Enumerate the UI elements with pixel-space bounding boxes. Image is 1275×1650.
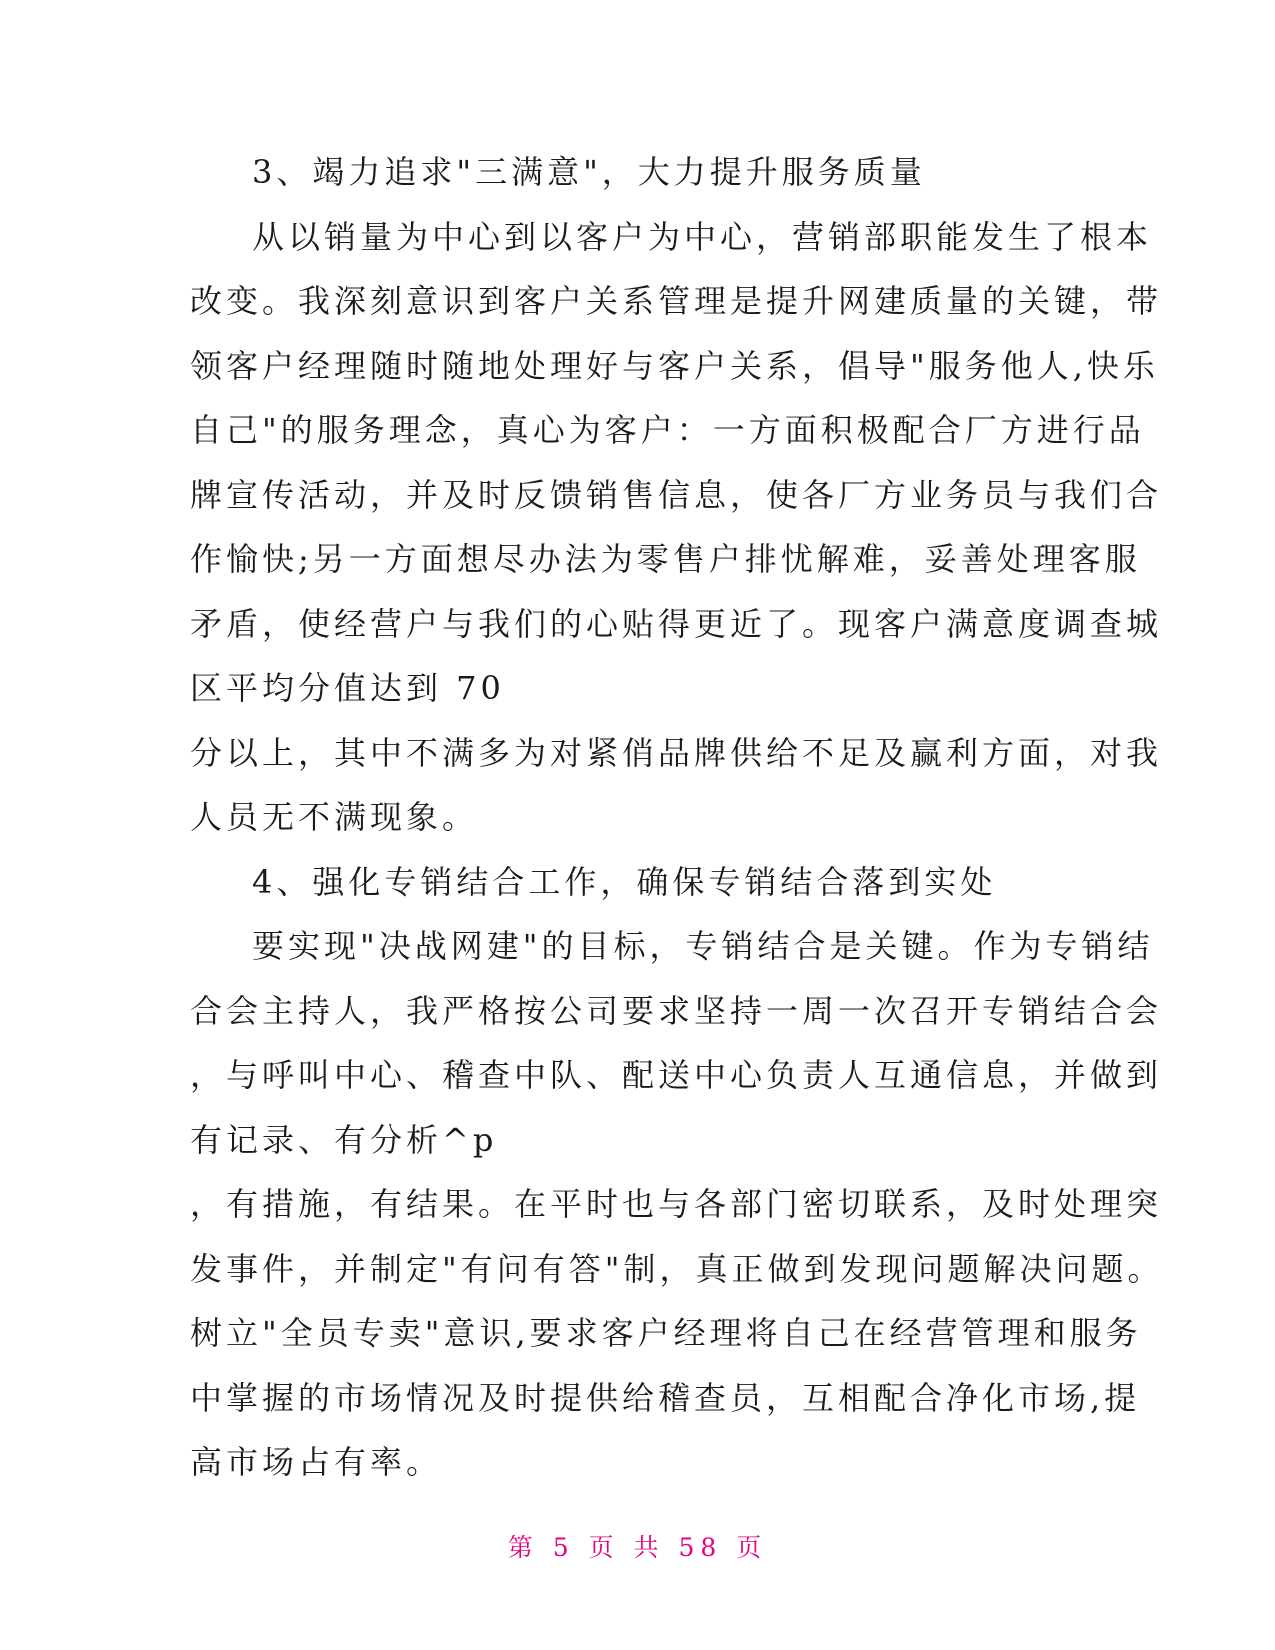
paragraph-line: 改变。我深刻意识到客户关系管理是提升网建质量的关键，带 xyxy=(190,282,1163,320)
paragraph-line: 自己"的服务理念，真心为客户：一方面积极配合厂方进行品 xyxy=(190,411,1145,449)
paragraph-line: 人员无不满现象。 xyxy=(190,798,479,836)
document-body xyxy=(190,140,1164,1495)
paragraph-line: 区平均分值达到 70 xyxy=(190,669,505,707)
paragraph-line: 矛盾，使经营户与我们的心贴得更近了。现客户满意度调查城 xyxy=(190,604,1163,643)
paragraph-line: 中掌握的市场情况及时提供给稽查员，互相配合净化市场,提 xyxy=(190,1378,1141,1417)
paragraph-line: 发事件，并制定"有问有答"制，真正做到发现问题解决问题。 xyxy=(190,1249,1164,1288)
paragraph-line: 合会主持人，我严格按公司要求坚持一周一次召开专销结合会 xyxy=(190,991,1163,1030)
paragraph-line: 有记录、有分析^p xyxy=(190,1120,498,1159)
paragraph-line: 要实现"决战网建"的目标，专销结合是关键。作为专销结 xyxy=(252,927,1154,965)
paragraph-line: 分以上，其中不满多为对紧俏品牌供给不足及赢利方面，对我 xyxy=(190,733,1163,772)
paragraph-line: 高市场占有率。 xyxy=(190,1443,443,1481)
paragraph-line: 作愉快;另一方面想尽办法为零售户排忧解难，妥善处理客服 xyxy=(190,540,1141,578)
paragraph-line: 牌宣传活动，并及时反馈销售信息，使各厂方业务员与我们合 xyxy=(190,475,1163,514)
paragraph-line: ，有措施，有结果。在平时也与各部门密切联系，及时处理突 xyxy=(190,1185,1163,1223)
section-heading-4: 4、强化专销结合工作，确保专销结合落到实处 xyxy=(252,862,997,901)
paragraph-line: 树立"全员专卖"意识,要求客户经理将自己在经营管理和服务 xyxy=(190,1314,1142,1352)
paragraph-line: 领客户经理随时随地处理好与客户关系，倡导"服务他人,快乐 xyxy=(190,346,1159,385)
page-number-footer: 第 5 页 共 58 页 xyxy=(507,1533,768,1562)
paragraph-line: 从以销量为中心到以客户为中心，营销部职能发生了根本 xyxy=(252,217,1153,256)
section-heading-3: 3、竭力追求"三满意"，大力提升服务质量 xyxy=(252,153,926,191)
paragraph-line: ，与呼叫中心、稽查中队、配送中心负责人互通信息，并做到 xyxy=(190,1056,1163,1094)
